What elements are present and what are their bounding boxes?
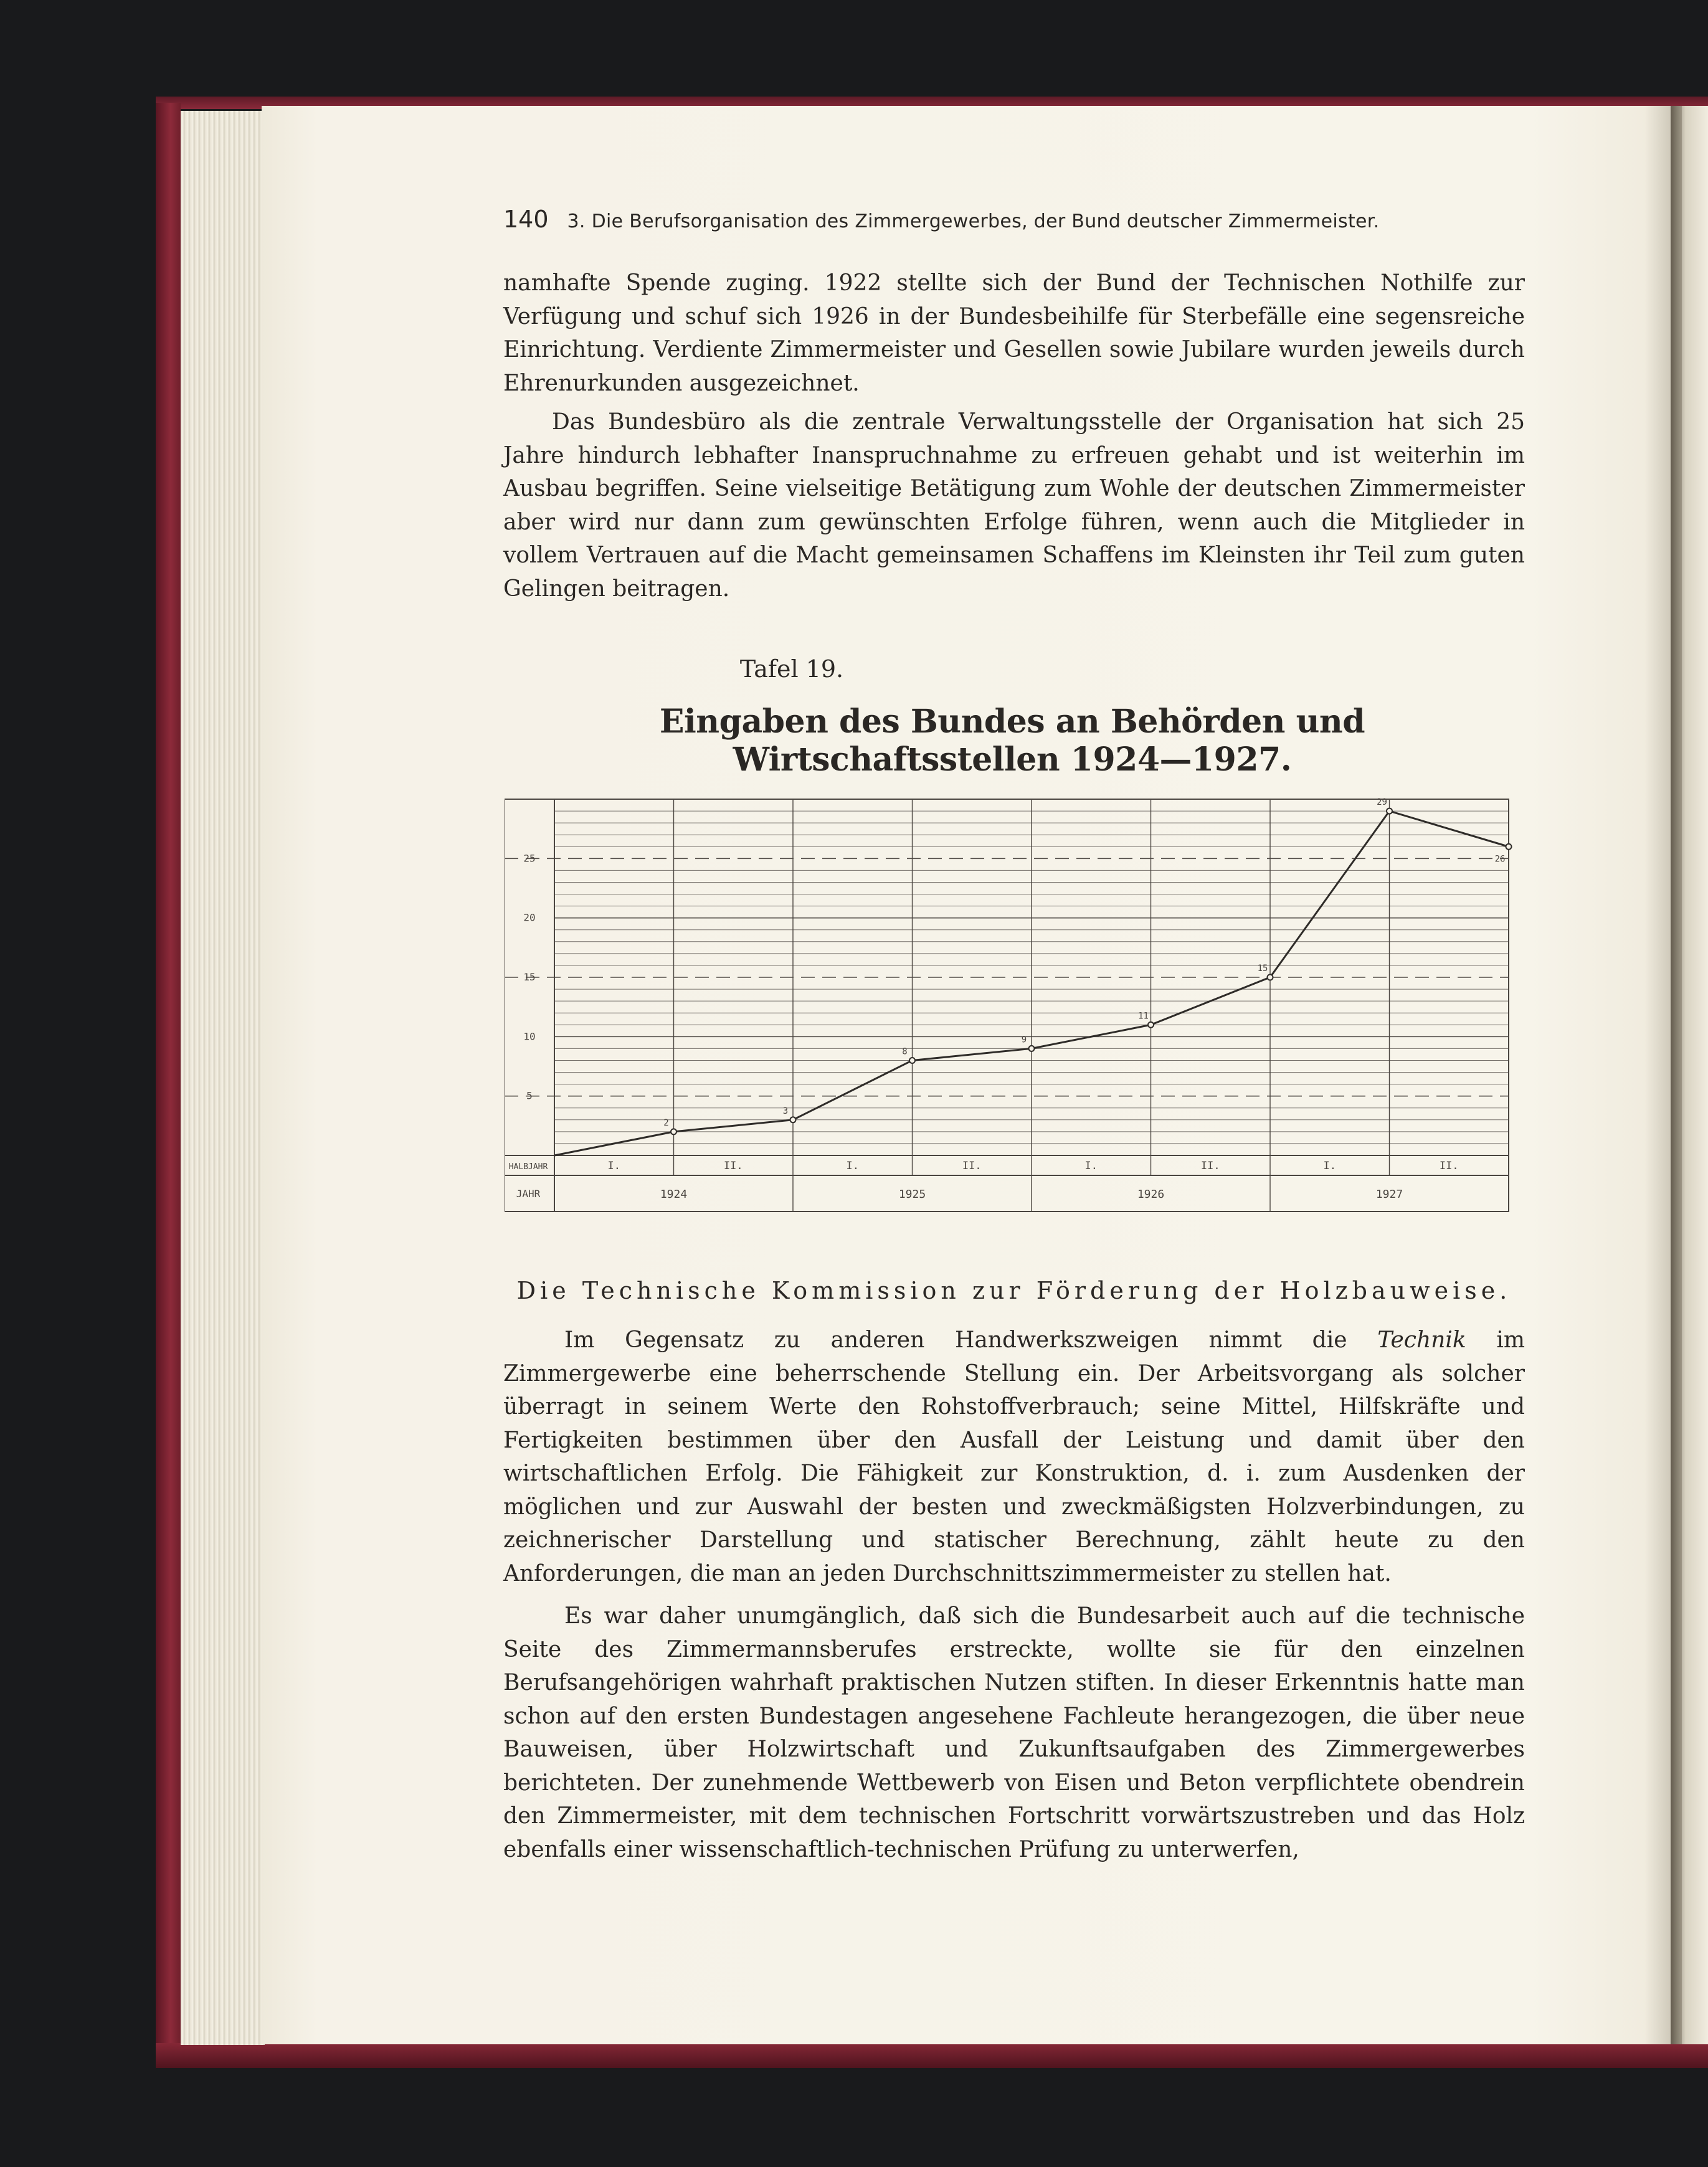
page-edges <box>181 111 265 2045</box>
year-label: 1927 <box>1375 1188 1403 1201</box>
halfyear-label: II. <box>962 1160 982 1172</box>
halfyear-label: II. <box>1439 1160 1459 1172</box>
data-label: 8 <box>902 1046 908 1057</box>
data-point <box>790 1117 796 1122</box>
data-label: 11 <box>1138 1011 1149 1022</box>
paragraph-3-rest: im Zimmergewerbe eine beherrschende Stellung ein. Der Arbeitsvorgang als solcher überragt in seinem Werte den Rohstoffverbrauch; seine Mittel, Hilfskräfte und Fertigkeiten bestimmen über den Ausfall der Leistung und damit über den wirtschaftlichen Erfolg. Die Fähigkeit zur Konstruktion, d. i. zum Ausdenken der möglichen und zur Auswahl der besten und zweckmäßigsten Holzverbindungen, zu zeichnerischer Darstellung und statischer Berechnung, zählt heute zu den Anforderungen, die man an jeden Durchschnittszimmermeister zu stellen hat. <box>503 1327 1525 1586</box>
paragraph-3-start: Im Gegensatz zu anderen Handwerkszweigen nimmt die <box>564 1327 1378 1353</box>
line-chart <box>505 794 1514 1218</box>
paragraph-4: Es war daher unumgänglich, daß sich die Bundesarbeit auch auf die technische Seite des Zimmermannsberufes erstreckte, wollte sie für den einzelnen Berufsangehörigen wahrhaft praktischen Nutzen stiften. In dieser Erkenntnis hatte man schon auf den ersten Bundestagen angesehene Fachleute herangezogen, die über neue Bauweisen, über Holzwirtschaft und Zukunftsaufgaben des Zimmergewerbes berichteten. Der zunehmende Wettbewerb von Eisen und Beton verpflichtete obendrein den Zimmermeister, mit dem technischen Fortschritt vorwärtszustreben und das Holz ebenfalls einer wissenschaftlich-technischen Prüfung zu unterwerfen, <box>503 1603 1525 1862</box>
page-number: 140 <box>503 206 549 233</box>
halfyear-label: I. <box>1323 1160 1336 1172</box>
data-point <box>1268 975 1273 980</box>
year-label: 1924 <box>660 1188 688 1201</box>
page-header <box>503 206 1472 243</box>
chart-series <box>554 797 1512 1155</box>
emphasis-technik: Technik <box>1377 1327 1466 1353</box>
data-label: 3 <box>782 1106 789 1116</box>
data-point <box>671 1129 676 1134</box>
tafel-label: Tafel 19. <box>739 655 844 683</box>
data-label: 29 <box>1377 797 1387 808</box>
book-cover-spine <box>156 103 181 2052</box>
y-tick-label: 5 <box>526 1089 533 1102</box>
paragraph-1: namhafte Spende zuging. 1922 stellte sich der Bund der Technischen Nothilfe zur Verfügung und schuf sich 1926 in der Bundesbeihilfe für Sterbefälle eine segensreiche Einrichtung. Verdiente Zimmermeister und Gesellen sowie Jubilare wurden jeweils durch Ehrenurkunden ausgezeichnet. <box>503 270 1525 396</box>
y-tick-labels <box>523 852 535 1101</box>
section-heading: Die Technische Kommission zur Förderung der Holzbauweise. <box>516 1277 1512 1304</box>
year-label: 1926 <box>1137 1188 1165 1201</box>
data-label: 9 <box>1021 1035 1027 1045</box>
y-tick-label: 20 <box>523 911 536 924</box>
chart-title: Eingaben des Bundes an Behörden und Wirtschaftsstellen 1924—1927. <box>659 703 1365 779</box>
halfyear-label: I. <box>846 1160 859 1172</box>
paragraph-2: Das Bundesbüro als die zentrale Verwaltungsstelle der Organisation hat sich 25 Jahre hindurch lebhafter Inanspruchnahme zu erfreuen gehabt und ist weiterhin im Ausbau begriffen. Seine vielseitige Betätigung zum Wohle der deutschen Zimmermeister aber wird nur dann zum gewünschten Erfolge führen, wenn auch die Mitglieder in vollem Vertrauen auf die Macht gemeinsamen Schaffens im Kleinsten ihr Teil zum guten Gelingen beitragen. <box>503 409 1525 602</box>
year-label: 1925 <box>898 1188 926 1201</box>
page-gutter-shadow <box>1644 106 1682 2044</box>
data-point <box>1029 1046 1035 1051</box>
halfyear-label: II. <box>1200 1160 1220 1172</box>
chart-grid <box>505 799 1509 1212</box>
halbjahr-label: HALBJAHR <box>508 1162 548 1172</box>
halfyear-label: II. <box>723 1160 743 1172</box>
y-tick-label: 10 <box>523 1030 536 1043</box>
data-label: 2 <box>663 1117 669 1128</box>
data-point <box>1148 1022 1154 1028</box>
paragraph-3 <box>503 1324 1525 1590</box>
data-label: 15 <box>1257 964 1268 974</box>
y-tick-label: 25 <box>523 852 536 865</box>
data-point <box>1387 808 1392 814</box>
jahr-label: JAHR <box>516 1188 541 1200</box>
halfyear-label: I. <box>1084 1160 1098 1172</box>
data-label: 26 <box>1494 854 1506 865</box>
data-point <box>1506 844 1512 850</box>
data-point <box>909 1058 915 1063</box>
halfyear-label: I. <box>607 1160 620 1172</box>
book-cover-bottom <box>156 2043 1708 2068</box>
chart-frame <box>505 799 1509 1212</box>
y-tick-label: 15 <box>523 971 536 983</box>
running-head: 3. Die Berufsorganisation des Zimmergewerbes, der Bund deutscher Zimmermeister. <box>567 211 1380 232</box>
table-number <box>0 655 1708 683</box>
x-axis-table <box>509 1160 1459 1201</box>
